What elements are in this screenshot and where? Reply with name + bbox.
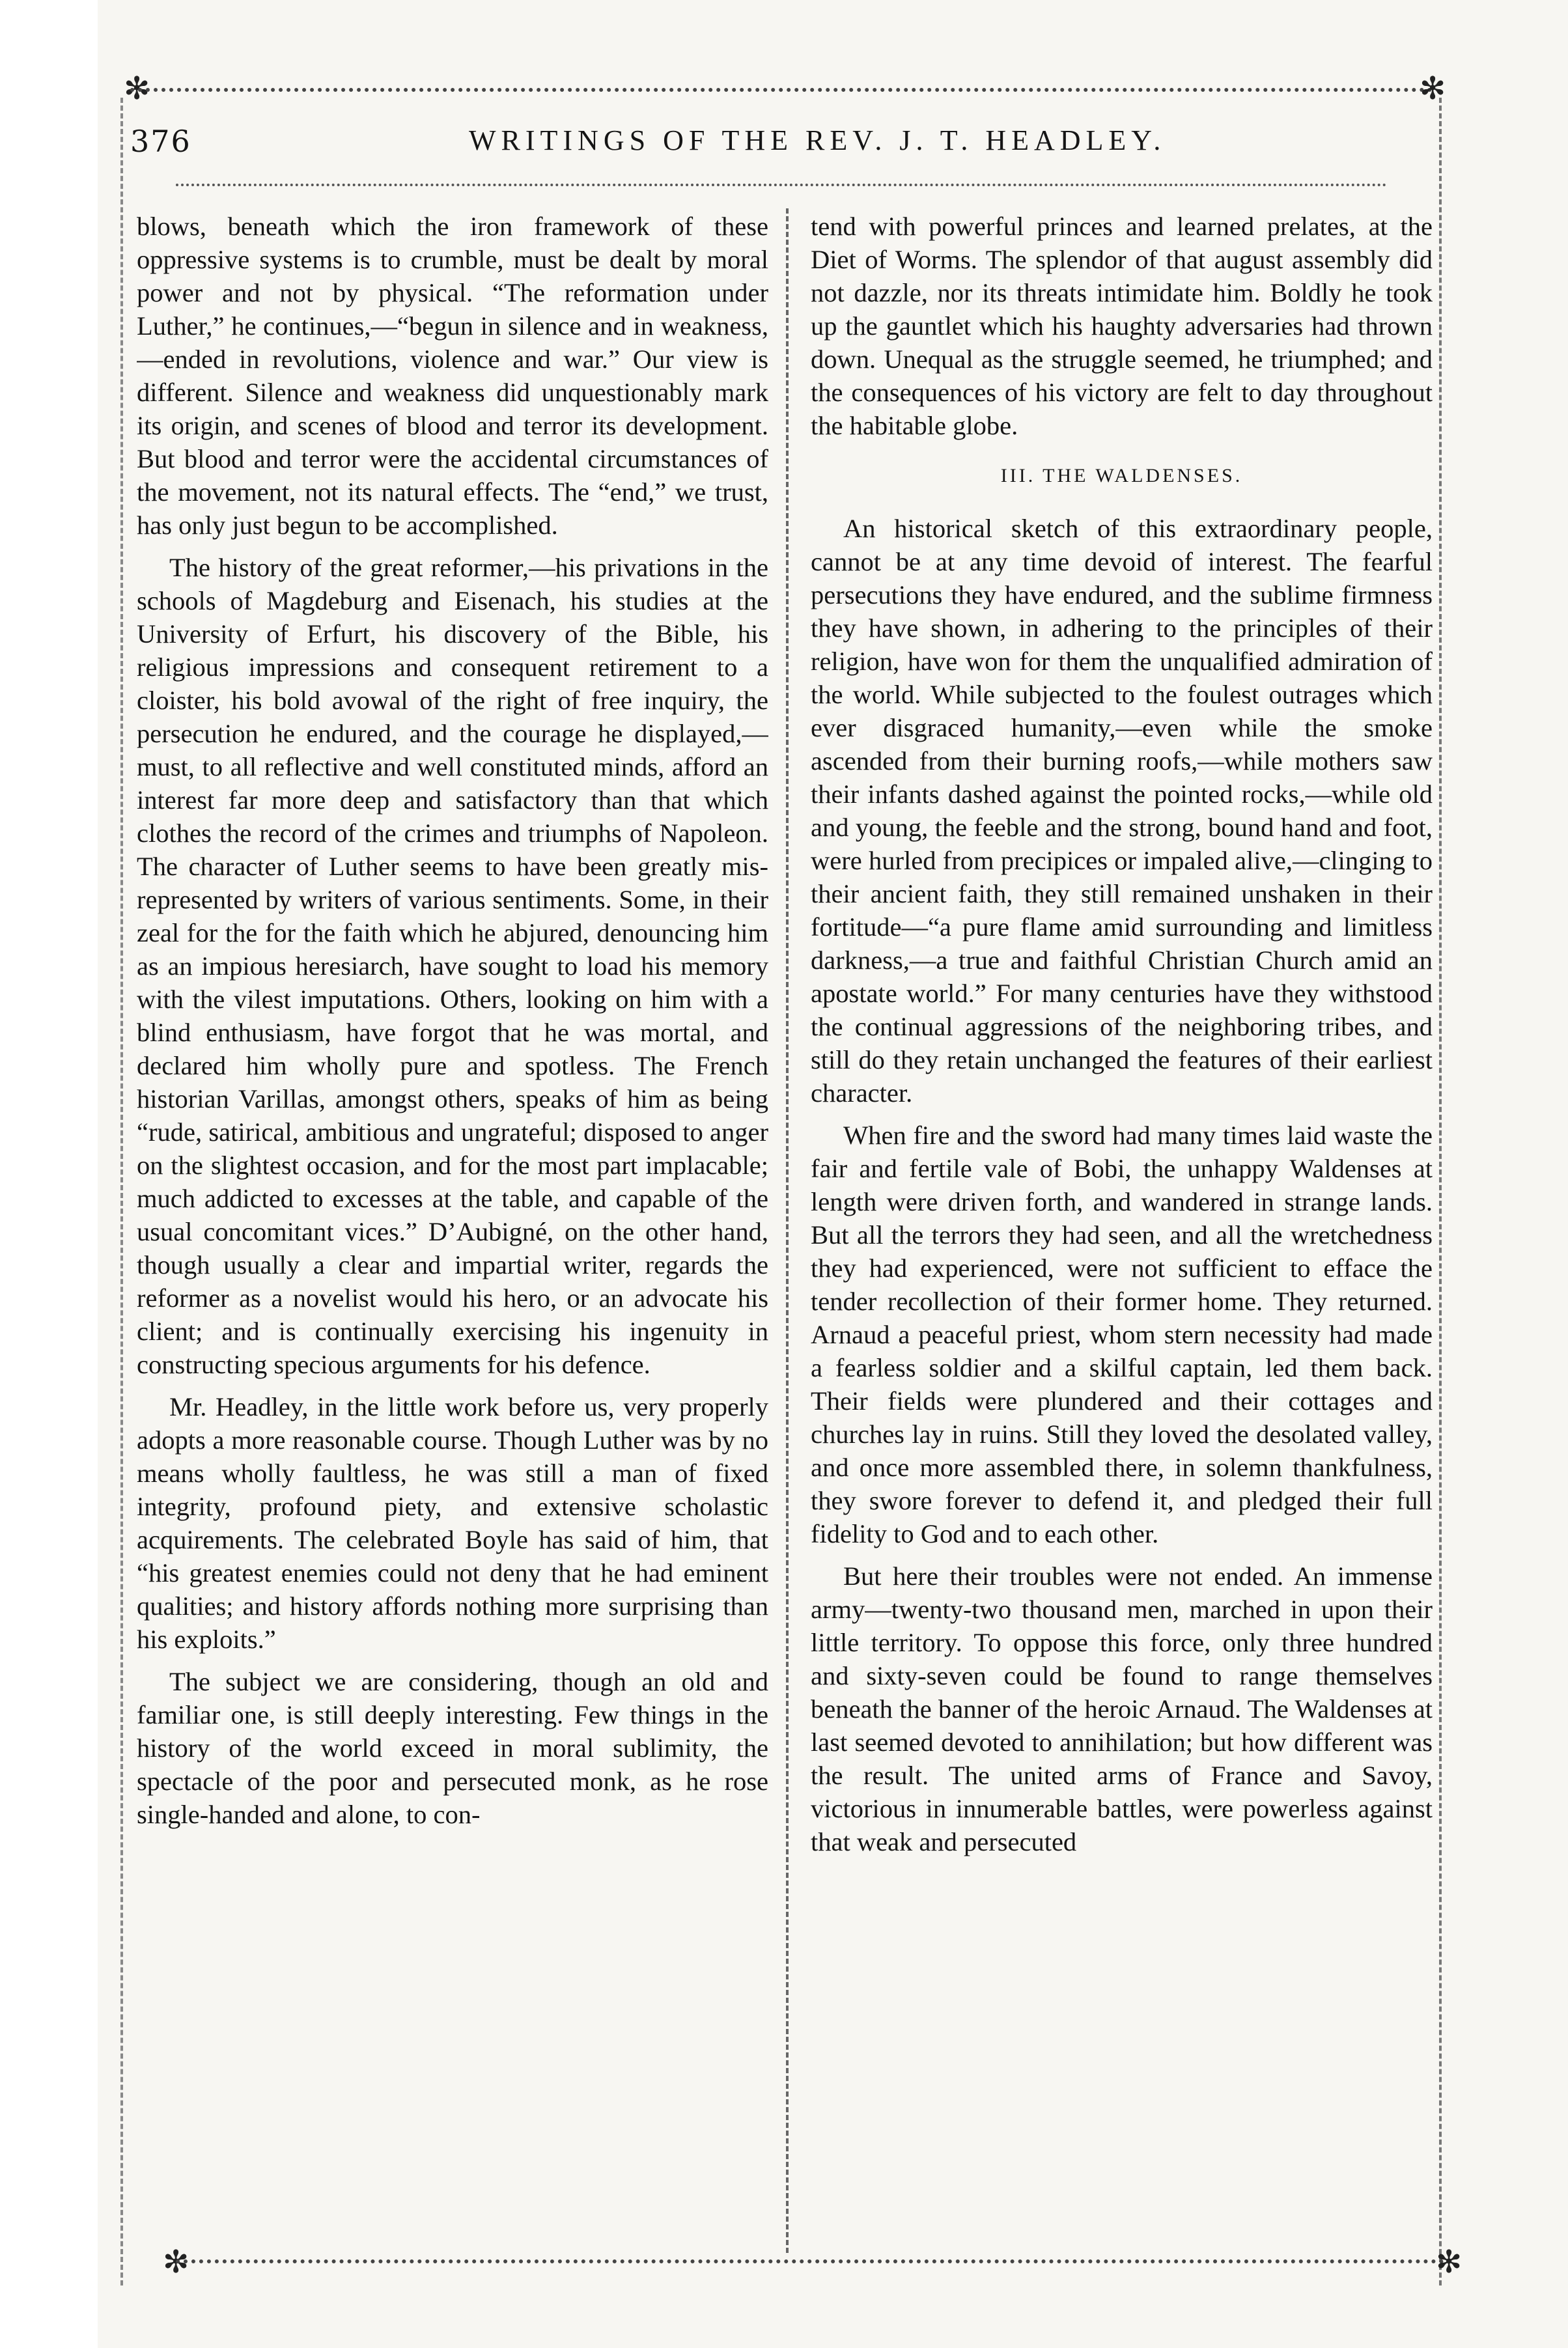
paragraph: blows, beneath which the iron framework of these oppressive systems is to crumble, must be dealt by moral power and not by physical. “The reformation under Luther,” he continues,—“begun in silence and in weakness,—ended in revolutions, violence and war.” Our view is different. Silence and weakness did unquestionably mark its origin, and scenes of blood and terror its development. But blood and terror were the accidental circumstances of the movement, not its natural effects. The “end,” we trust, has only just begun to be accomplished.: [137, 212, 768, 540]
header-rule: [130, 88, 1433, 98]
section-heading: III. THE WALDENSES.: [1000, 465, 1243, 486]
left-page-border: [120, 98, 127, 2285]
left-header-ornament: ✻: [124, 70, 150, 107]
paragraph: tend with powerful princes and learned prelates, at the Diet of Worms. The splendor of that august assembly did not dazzle, nor its threats intimidate him. Boldly he took up the gauntlet which his haughty adversaries had thrown down. Unequal as the struggle seemed, he triumphed; and the consequences of his victory are felt to day throughout the habitable globe.: [811, 212, 1433, 440]
page-number: 376: [130, 124, 191, 159]
column-divider: [786, 208, 794, 2253]
running-head: [130, 124, 1433, 169]
title-underline-rule: [176, 184, 1387, 191]
right-column: [811, 210, 1433, 2248]
running-title: WRITINGS OF THE REV. J. T. HEADLEY.: [469, 124, 1166, 156]
right-page-border: [1439, 98, 1446, 2285]
paragraph: The history of the great reformer,—his privations in the schools of Magdeburg and Eisenach, his studies at the University of Erfurt, his discovery of the Bible, his religious impressions and consequent retirement to a cloister, his bold avowal of the right of free inquiry, the persecution he endured, and the courage he displayed,—must, to all reflective and well constituted minds, afford an interest far more deep and satisfactory than that which clothes the record of the crimes and triumphs of Napoleon. The character of Luther seems to have been greatly mis-represented by writers of various sentiments. Some, in their zeal for the for the faith which he abjured, denouncing him as an impious heresiarch, have sought to load his memory with the vilest imputations. Others, looking on him with a blind enthusiasm, have forgot that he was mortal, and declared him wholly pure and spotless. The French historian Varillas, amongst others, speaks of him as being “rude, satirical, ambitious and ungrateful; disposed to anger on the slightest occasion, and for the most part implacable; much addicted to excesses at the table, and capable of the usual concomitant vices.” D’Aubigné, on the other hand, though usually a clear and impartial writer, regards the reformer as a novelist would his hero, or an advocate his client; and is continually exercising his ingenuity in constructing specious arguments for his defence.: [137, 553, 768, 1379]
paragraph: Mr. Headley, in the little work before us, very properly adopts a more reasonable course. Though Luther was by no means wholly faultless, he was still a man of fixed integrity, profound piety, and extensive scholastic acquirements. The celebrated Boyle has said of him, that “his greatest enemies could not deny that he had eminent qualities; and history affords nothing more surprising than his exploits.”: [137, 1392, 768, 1654]
paragraph: An historical sketch of this extraordinary people, cannot be at any time devoid of interest. The fearful persecutions they have endured, and the sublime firmness they have shown, in adhering to the principles of their religion, have won for them the unqualified admiration of the world. While subjected to the foulest outrages which ever disgraced humanity,—even while the smoke ascended from their burning roofs,—while mothers saw their infants dashed against the pointed rocks,—while old and young, the feeble and the strong, bound hand and foot, were hurled from precipices or impaled alive,—clinging to their ancient faith, they still remained unshaken in their fortitude—“a pure flame amid surrounding and limitless darkness,—a true and faithful Christian Church amid an apostate world.” For many centuries have they withstood the continual aggressions of the neighboring tribes, and still do they retain unchanged the features of their earliest character.: [811, 514, 1433, 1108]
footer-rule: [176, 2259, 1452, 2270]
left-footer-ornament: ✻: [163, 2244, 189, 2280]
paragraph: The subject we are considering, though an old and familiar one, is still deeply interesting. Few things in the history of the world exceed in moral sublimity, the spectacle of the poor and persecuted monk, as he rose single-handed and alone, to con-: [137, 1667, 768, 1829]
left-column: [137, 210, 768, 2248]
paragraph: But here their troubles were not ended. An immense army—twenty-two thousand men, marched in upon their little territory. To oppose this force, only three hundred and sixty-seven could be found to range themselves beneath the banner of the heroic Arnaud. The Waldenses at last seemed devoted to annihilation; but how different was the result. The united arms of France and Savoy, victorious in innumerable battles, were powerless against that weak and persecuted: [811, 1561, 1433, 1856]
paragraph: When fire and the sword had many times laid waste the fair and fertile vale of Bobi, the unhappy Waldenses at length were driven forth, and wandered in strange lands. But all the terrors they had seen, and all the wretchedness they had experienced, were not sufficient to efface the tender recollection of their former home. They returned. Arnaud a peaceful priest, whom stern necessity had made a fearless soldier and a skilful captain, led them back. Their fields were plundered and their cottages and churches lay in ruins. Still they loved the desolated valley, and once more assembled there, in solemn thankfulness, they swore forever to defend it, and pledged their full fidelity to God and to each other.: [811, 1121, 1433, 1548]
page-gutter: [0, 0, 98, 2348]
right-footer-ornament: ✻: [1436, 2244, 1463, 2280]
right-header-ornament: ✻: [1420, 70, 1446, 107]
